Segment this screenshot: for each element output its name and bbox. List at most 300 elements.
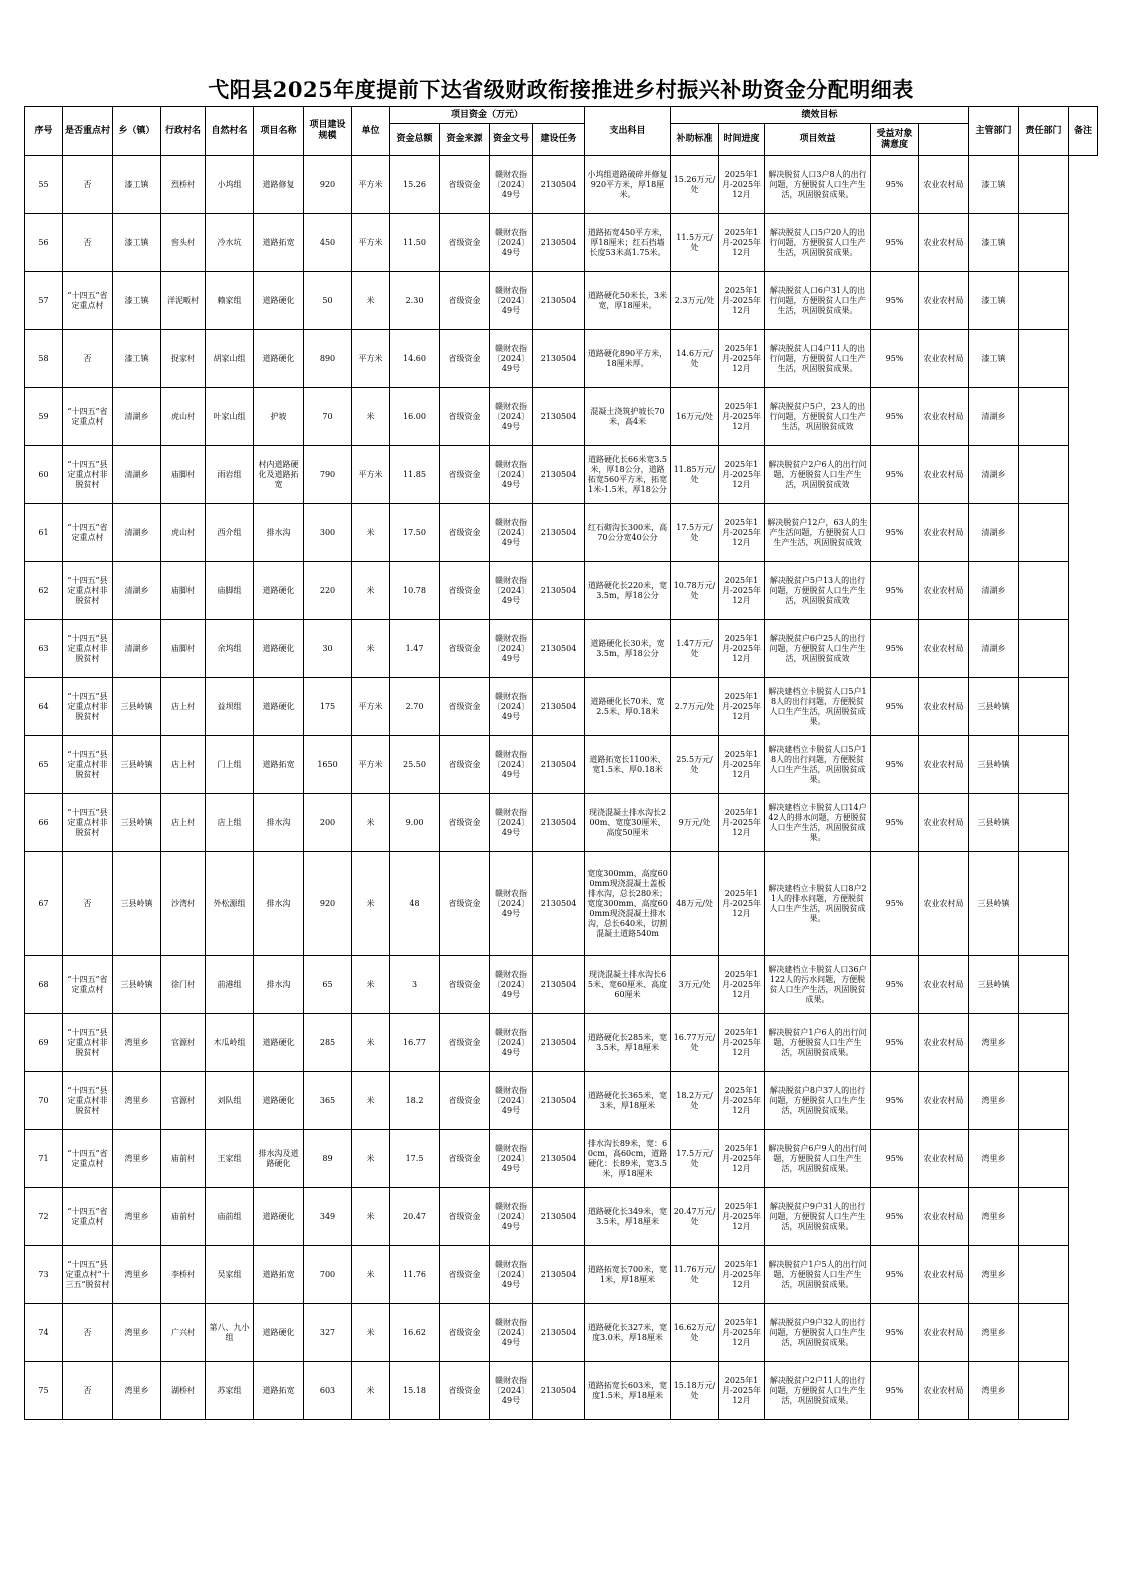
cell-benefit: 解决脱贫户9户32人的出行问题，方便脱贫人口生产生活，巩固脱贫成果。 bbox=[765, 1304, 871, 1362]
cell-schedule: 2025年1月-2025年12月 bbox=[719, 620, 765, 678]
cell-remark bbox=[1019, 388, 1069, 446]
cell-project-name: 道路拓宽 bbox=[254, 214, 304, 272]
cell-natural-village: 小坞组 bbox=[206, 156, 254, 214]
cell-natural-village: 庙前组 bbox=[206, 1188, 254, 1246]
cell-township: 三县岭镇 bbox=[113, 736, 161, 794]
cell-subject: 2130504 bbox=[533, 504, 585, 562]
cell-seq: 63 bbox=[25, 620, 63, 678]
cell-task: 道路硬化890平方米，18厘米厚。 bbox=[585, 330, 671, 388]
cell-remark bbox=[1019, 214, 1069, 272]
cell-key-village: “十四五”县定重点村非脱贫村 bbox=[63, 1014, 113, 1072]
cell-source: 省级资金 bbox=[440, 1072, 490, 1130]
cell-subject: 2130504 bbox=[533, 1188, 585, 1246]
cell-satisfaction: 95% bbox=[871, 1072, 919, 1130]
cell-source: 省级资金 bbox=[440, 736, 490, 794]
cell-key-village: 否 bbox=[63, 1362, 113, 1420]
cell-source: 省级资金 bbox=[440, 1362, 490, 1420]
cell-satisfaction: 95% bbox=[871, 1362, 919, 1420]
cell-total: 9.00 bbox=[390, 794, 440, 852]
cell-project-name: 排水沟 bbox=[254, 956, 304, 1014]
cell-benefit: 解决脱贫户1户5人的出行问题，方便脱贫人口生产生活，巩固脱贫成果。 bbox=[765, 1246, 871, 1304]
cell-task: 道路拓宽长1100米、宽1.5米、厚0.18米 bbox=[585, 736, 671, 794]
cell-unit: 平方米 bbox=[352, 678, 390, 736]
cell-key-village: “十四五”县定重点村非脱贫村 bbox=[63, 446, 113, 504]
cell-unit: 米 bbox=[352, 1072, 390, 1130]
cell-seq: 55 bbox=[25, 156, 63, 214]
cell-subject: 2130504 bbox=[533, 562, 585, 620]
cell-doc-no: 赣财农指〔2024〕49号 bbox=[490, 388, 533, 446]
cell-source: 省级资金 bbox=[440, 504, 490, 562]
cell-subsidy: 2.3万元/处 bbox=[671, 272, 719, 330]
cell-natural-village: 第八、九小组 bbox=[206, 1304, 254, 1362]
page-title: 弋阳县2025年度提前下达省级财政衔接推进乡村振兴补助资金分配明细表 bbox=[208, 77, 914, 102]
cell-scale: 920 bbox=[304, 852, 352, 956]
cell-subject: 2130504 bbox=[533, 156, 585, 214]
cell-remark bbox=[1019, 1246, 1069, 1304]
cell-task: 道路硬化50米长，3米宽，厚18厘米。 bbox=[585, 272, 671, 330]
cell-total: 16.00 bbox=[390, 388, 440, 446]
cell-dept: 农业农村局 bbox=[919, 388, 969, 446]
cell-project-name: 道路拓宽 bbox=[254, 736, 304, 794]
cell-subsidy: 15.26万元/处 bbox=[671, 156, 719, 214]
table-row bbox=[25, 214, 1098, 272]
cell-total: 14.60 bbox=[390, 330, 440, 388]
cell-project-name: 排水沟 bbox=[254, 852, 304, 956]
cell-scale: 349 bbox=[304, 1188, 352, 1246]
cell-remark bbox=[1019, 156, 1069, 214]
cell-satisfaction: 95% bbox=[871, 620, 919, 678]
cell-resp: 清湖乡 bbox=[969, 504, 1019, 562]
cell-dept: 农业农村局 bbox=[919, 1362, 969, 1420]
cell-total: 1.47 bbox=[390, 620, 440, 678]
header-unit: 单位 bbox=[352, 107, 390, 156]
cell-doc-no: 赣财农指〔2024〕49号 bbox=[490, 1130, 533, 1188]
cell-remark bbox=[1019, 1188, 1069, 1246]
cell-source: 省级资金 bbox=[440, 1188, 490, 1246]
cell-resp: 湾里乡 bbox=[969, 1304, 1019, 1362]
header-benefit: 项目效益 bbox=[765, 124, 871, 156]
cell-remark bbox=[1019, 1014, 1069, 1072]
cell-subject: 2130504 bbox=[533, 852, 585, 956]
cell-benefit: 解决脱贫户2户11人的出行问题，方便脱贫人口生产生活，巩固脱贫成果。 bbox=[765, 1362, 871, 1420]
cell-natural-village: 外松源组 bbox=[206, 852, 254, 956]
cell-dept: 农业农村局 bbox=[919, 1072, 969, 1130]
cell-source: 省级资金 bbox=[440, 330, 490, 388]
cell-scale: 50 bbox=[304, 272, 352, 330]
cell-key-village: 否 bbox=[63, 214, 113, 272]
cell-subsidy: 25.5万元/处 bbox=[671, 736, 719, 794]
cell-benefit: 解决建档立卡脱贫人口36户122人的污水问题，方便脱贫人口生产生活，巩固脱贫成果。 bbox=[765, 956, 871, 1014]
cell-total: 18.2 bbox=[390, 1072, 440, 1130]
cell-source: 省级资金 bbox=[440, 1304, 490, 1362]
cell-benefit: 解决建档立卡脱贫人口5户18人的出行问题，方便脱贫人口生产生活，巩固脱贫成果。 bbox=[765, 736, 871, 794]
cell-township: 漆工镇 bbox=[113, 156, 161, 214]
cell-scale: 70 bbox=[304, 388, 352, 446]
cell-unit: 米 bbox=[352, 1014, 390, 1072]
cell-seq: 62 bbox=[25, 562, 63, 620]
cell-total: 10.78 bbox=[390, 562, 440, 620]
cell-admin-village: 捉家村 bbox=[161, 330, 206, 388]
cell-admin-village: 庙脚村 bbox=[161, 620, 206, 678]
cell-project-name: 道路硬化 bbox=[254, 1304, 304, 1362]
header-schedule: 时间进度 bbox=[719, 124, 765, 156]
header-project-name: 项目名称 bbox=[254, 107, 304, 156]
cell-resp: 清湖乡 bbox=[969, 388, 1019, 446]
cell-source: 省级资金 bbox=[440, 1130, 490, 1188]
cell-subject: 2130504 bbox=[533, 956, 585, 1014]
cell-total: 16.62 bbox=[390, 1304, 440, 1362]
cell-total: 16.77 bbox=[390, 1014, 440, 1072]
cell-doc-no: 赣财农指〔2024〕49号 bbox=[490, 678, 533, 736]
cell-resp: 三县岭镇 bbox=[969, 736, 1019, 794]
cell-scale: 700 bbox=[304, 1246, 352, 1304]
cell-schedule: 2025年1月-2025年12月 bbox=[719, 446, 765, 504]
cell-subject: 2130504 bbox=[533, 678, 585, 736]
cell-project-name: 道路拓宽 bbox=[254, 1362, 304, 1420]
cell-satisfaction: 95% bbox=[871, 852, 919, 956]
cell-resp: 三县岭镇 bbox=[969, 956, 1019, 1014]
cell-satisfaction: 95% bbox=[871, 678, 919, 736]
cell-dept: 农业农村局 bbox=[919, 562, 969, 620]
cell-dept: 农业农村局 bbox=[919, 678, 969, 736]
cell-doc-no: 赣财农指〔2024〕49号 bbox=[490, 1014, 533, 1072]
cell-unit: 米 bbox=[352, 1130, 390, 1188]
table-row bbox=[25, 1130, 1098, 1188]
cell-township: 湾里乡 bbox=[113, 1362, 161, 1420]
cell-admin-village: 虎山村 bbox=[161, 388, 206, 446]
cell-schedule: 2025年1月-2025年12月 bbox=[719, 388, 765, 446]
cell-scale: 285 bbox=[304, 1014, 352, 1072]
cell-scale: 200 bbox=[304, 794, 352, 852]
cell-task: 道路硬化长327米，宽度3.0米，厚18厘米 bbox=[585, 1304, 671, 1362]
cell-natural-village: 刘队组 bbox=[206, 1072, 254, 1130]
cell-natural-village: 叶家山组 bbox=[206, 388, 254, 446]
header-doc-no: 资金文号 bbox=[490, 124, 533, 156]
cell-schedule: 2025年1月-2025年12月 bbox=[719, 562, 765, 620]
cell-schedule: 2025年1月-2025年12月 bbox=[719, 330, 765, 388]
table-row bbox=[25, 678, 1098, 736]
cell-resp: 漆工镇 bbox=[969, 330, 1019, 388]
cell-township: 湾里乡 bbox=[113, 1130, 161, 1188]
cell-source: 省级资金 bbox=[440, 214, 490, 272]
cell-scale: 365 bbox=[304, 1072, 352, 1130]
header-subject: 支出科目 bbox=[585, 107, 671, 156]
cell-task: 道路硬化长30米，宽3.5m，厚18公分 bbox=[585, 620, 671, 678]
table-row bbox=[25, 1304, 1098, 1362]
cell-benefit: 解决建档立卡脱贫人口5户18人的出行问题，方便脱贫人口生产生活，巩固脱贫成果。 bbox=[765, 678, 871, 736]
cell-satisfaction: 95% bbox=[871, 1014, 919, 1072]
cell-benefit: 解决建档立卡脱贫人口8户21人的排水问题，方便脱贫人口生产生活，巩固脱贫成果。 bbox=[765, 852, 871, 956]
cell-unit: 米 bbox=[352, 852, 390, 956]
cell-scale: 220 bbox=[304, 562, 352, 620]
cell-benefit: 解决脱贫户6户25人的出行问题，方便脱贫人口生产生活，巩固脱贫成效 bbox=[765, 620, 871, 678]
cell-seq: 57 bbox=[25, 272, 63, 330]
cell-resp: 湾里乡 bbox=[969, 1362, 1019, 1420]
cell-remark bbox=[1019, 504, 1069, 562]
cell-township: 湾里乡 bbox=[113, 1304, 161, 1362]
cell-admin-village: 虎山村 bbox=[161, 504, 206, 562]
cell-schedule: 2025年1月-2025年12月 bbox=[719, 678, 765, 736]
cell-seq: 68 bbox=[25, 956, 63, 1014]
cell-key-village: “十四五”县定重点村非脱贫村 bbox=[63, 794, 113, 852]
cell-project-name: 道路硬化 bbox=[254, 1188, 304, 1246]
cell-natural-village: 余坞组 bbox=[206, 620, 254, 678]
cell-township: 湾里乡 bbox=[113, 1072, 161, 1130]
cell-dept: 农业农村局 bbox=[919, 794, 969, 852]
cell-scale: 450 bbox=[304, 214, 352, 272]
cell-dept: 农业农村局 bbox=[919, 1014, 969, 1072]
cell-schedule: 2025年1月-2025年12月 bbox=[719, 1246, 765, 1304]
cell-admin-village: 庙前村 bbox=[161, 1188, 206, 1246]
cell-unit: 米 bbox=[352, 956, 390, 1014]
cell-dept: 农业农村局 bbox=[919, 956, 969, 1014]
cell-scale: 327 bbox=[304, 1304, 352, 1362]
table-row bbox=[25, 504, 1098, 562]
cell-township: 清湖乡 bbox=[113, 504, 161, 562]
cell-scale: 920 bbox=[304, 156, 352, 214]
cell-unit: 米 bbox=[352, 620, 390, 678]
cell-task: 道路硬化长349米，宽3.5米，厚18厘米 bbox=[585, 1188, 671, 1246]
cell-seq: 65 bbox=[25, 736, 63, 794]
cell-doc-no: 赣财农指〔2024〕49号 bbox=[490, 1072, 533, 1130]
cell-subsidy: 48万元/处 bbox=[671, 852, 719, 956]
cell-unit: 米 bbox=[352, 504, 390, 562]
cell-schedule: 2025年1月-2025年12月 bbox=[719, 1362, 765, 1420]
cell-subsidy: 18.2万元/处 bbox=[671, 1072, 719, 1130]
cell-seq: 60 bbox=[25, 446, 63, 504]
cell-key-village: “十四五”县定重点村“十三五”脱贫村 bbox=[63, 1246, 113, 1304]
cell-key-village: 否 bbox=[63, 852, 113, 956]
cell-remark bbox=[1019, 1072, 1069, 1130]
cell-source: 省级资金 bbox=[440, 678, 490, 736]
cell-project-name: 村内道路硬化及道路拓宽 bbox=[254, 446, 304, 504]
cell-task: 红石砌沟长300米，高70公分宽40公分 bbox=[585, 504, 671, 562]
table-row bbox=[25, 852, 1098, 956]
cell-key-village: “十四五”县定重点村非脱贫村 bbox=[63, 678, 113, 736]
cell-scale: 65 bbox=[304, 956, 352, 1014]
cell-natural-village: 吴家组 bbox=[206, 1246, 254, 1304]
cell-project-name: 排水沟 bbox=[254, 504, 304, 562]
cell-benefit: 解决脱贫户2户6人的出行问题，方便脱贫人口生产生活，巩固脱贫成效 bbox=[765, 446, 871, 504]
cell-source: 省级资金 bbox=[440, 388, 490, 446]
cell-schedule: 2025年1月-2025年12月 bbox=[719, 1304, 765, 1362]
cell-total: 17.50 bbox=[390, 504, 440, 562]
cell-project-name: 道路硬化 bbox=[254, 272, 304, 330]
cell-admin-village: 庙前村 bbox=[161, 1130, 206, 1188]
cell-dept: 农业农村局 bbox=[919, 214, 969, 272]
table-row bbox=[25, 446, 1098, 504]
cell-dept: 农业农村局 bbox=[919, 620, 969, 678]
header-total: 资金总额 bbox=[390, 124, 440, 156]
cell-resp: 湾里乡 bbox=[969, 1014, 1019, 1072]
cell-subject: 2130504 bbox=[533, 794, 585, 852]
cell-total: 11.85 bbox=[390, 446, 440, 504]
cell-subsidy: 9万元/处 bbox=[671, 794, 719, 852]
table-row bbox=[25, 562, 1098, 620]
cell-doc-no: 赣财农指〔2024〕49号 bbox=[490, 620, 533, 678]
cell-natural-village: 赖家组 bbox=[206, 272, 254, 330]
header-remark: 备注 bbox=[1069, 107, 1098, 156]
cell-subsidy: 14.6万元/处 bbox=[671, 330, 719, 388]
cell-doc-no: 赣财农指〔2024〕49号 bbox=[490, 330, 533, 388]
cell-township: 三县岭镇 bbox=[113, 852, 161, 956]
table-row bbox=[25, 1246, 1098, 1304]
cell-subsidy: 16.77万元/处 bbox=[671, 1014, 719, 1072]
cell-natural-village: 西介组 bbox=[206, 504, 254, 562]
cell-project-name: 道路拓宽 bbox=[254, 1246, 304, 1304]
cell-schedule: 2025年1月-2025年12月 bbox=[719, 1014, 765, 1072]
cell-task: 道路硬化长66米宽3.5米，厚18公分，道路拓宽560平方米，拓宽1米-1.5米，厚18公分 bbox=[585, 446, 671, 504]
cell-total: 2.30 bbox=[390, 272, 440, 330]
cell-project-name: 排水沟 bbox=[254, 794, 304, 852]
cell-resp: 三县岭镇 bbox=[969, 678, 1019, 736]
table-row bbox=[25, 156, 1098, 214]
cell-subsidy: 16万元/处 bbox=[671, 388, 719, 446]
cell-doc-no: 赣财农指〔2024〕49号 bbox=[490, 794, 533, 852]
cell-township: 漆工镇 bbox=[113, 330, 161, 388]
cell-subject: 2130504 bbox=[533, 1072, 585, 1130]
cell-key-village: “十四五”省定重点村 bbox=[63, 956, 113, 1014]
cell-unit: 平方米 bbox=[352, 446, 390, 504]
cell-seq: 59 bbox=[25, 388, 63, 446]
cell-key-village: “十四五”省定重点村 bbox=[63, 1130, 113, 1188]
table-row bbox=[25, 794, 1098, 852]
cell-satisfaction: 95% bbox=[871, 446, 919, 504]
cell-dept: 农业农村局 bbox=[919, 504, 969, 562]
cell-subject: 2130504 bbox=[533, 1304, 585, 1362]
cell-unit: 平方米 bbox=[352, 736, 390, 794]
cell-subject: 2130504 bbox=[533, 1014, 585, 1072]
cell-source: 省级资金 bbox=[440, 1014, 490, 1072]
cell-seq: 72 bbox=[25, 1188, 63, 1246]
header-source: 资金来源 bbox=[440, 124, 490, 156]
cell-remark bbox=[1019, 1304, 1069, 1362]
cell-dept: 农业农村局 bbox=[919, 1130, 969, 1188]
cell-resp: 清湖乡 bbox=[969, 620, 1019, 678]
cell-township: 清湖乡 bbox=[113, 562, 161, 620]
cell-key-village: 否 bbox=[63, 330, 113, 388]
cell-schedule: 2025年1月-2025年12月 bbox=[719, 272, 765, 330]
header-township: 乡（镇） bbox=[113, 107, 161, 156]
cell-subject: 2130504 bbox=[533, 388, 585, 446]
cell-benefit: 解决脱贫户6户9人的出行问题，方便脱贫人口生产生活，巩固脱贫成果。 bbox=[765, 1130, 871, 1188]
header-performance-group: 绩效目标 bbox=[671, 107, 969, 124]
cell-resp: 湾里乡 bbox=[969, 1246, 1019, 1304]
cell-township: 湾里乡 bbox=[113, 1014, 161, 1072]
cell-seq: 74 bbox=[25, 1304, 63, 1362]
cell-doc-no: 赣财农指〔2024〕49号 bbox=[490, 1362, 533, 1420]
cell-natural-village: 苏家组 bbox=[206, 1362, 254, 1420]
cell-task: 混凝土浇筑护坡长70米，高4米 bbox=[585, 388, 671, 446]
cell-key-village: “十四五”省定重点村 bbox=[63, 1188, 113, 1246]
cell-source: 省级资金 bbox=[440, 272, 490, 330]
cell-subsidy: 17.5万元/处 bbox=[671, 1130, 719, 1188]
cell-subject: 2130504 bbox=[533, 446, 585, 504]
table-row bbox=[25, 272, 1098, 330]
cell-benefit: 解决脱贫人口5户20人的出行问题，方便脱贫人口生产生活，巩固脱贫成果。 bbox=[765, 214, 871, 272]
cell-schedule: 2025年1月-2025年12月 bbox=[719, 214, 765, 272]
header-natural-village: 自然村名 bbox=[206, 107, 254, 156]
cell-key-village: 否 bbox=[63, 1304, 113, 1362]
cell-total: 17.5 bbox=[390, 1130, 440, 1188]
cell-subsidy: 15.18万元/处 bbox=[671, 1362, 719, 1420]
cell-resp: 漆工镇 bbox=[969, 214, 1019, 272]
cell-scale: 603 bbox=[304, 1362, 352, 1420]
cell-subsidy: 11.5万元/处 bbox=[671, 214, 719, 272]
cell-seq: 71 bbox=[25, 1130, 63, 1188]
cell-unit: 米 bbox=[352, 562, 390, 620]
cell-subject: 2130504 bbox=[533, 1130, 585, 1188]
cell-project-name: 道路硬化 bbox=[254, 1014, 304, 1072]
cell-seq: 56 bbox=[25, 214, 63, 272]
cell-subject: 2130504 bbox=[533, 214, 585, 272]
cell-resp: 漆工镇 bbox=[969, 272, 1019, 330]
cell-unit: 米 bbox=[352, 1188, 390, 1246]
cell-satisfaction: 95% bbox=[871, 156, 919, 214]
cell-resp: 湾里乡 bbox=[969, 1188, 1019, 1246]
cell-doc-no: 赣财农指〔2024〕49号 bbox=[490, 156, 533, 214]
cell-doc-no: 赣财农指〔2024〕49号 bbox=[490, 1304, 533, 1362]
cell-project-name: 道路硬化 bbox=[254, 620, 304, 678]
cell-schedule: 2025年1月-2025年12月 bbox=[719, 504, 765, 562]
cell-unit: 米 bbox=[352, 1304, 390, 1362]
cell-dept: 农业农村局 bbox=[919, 1246, 969, 1304]
cell-key-village: “十四五”县定重点村非脱贫村 bbox=[63, 562, 113, 620]
cell-admin-village: 湖桥村 bbox=[161, 1362, 206, 1420]
header-resp: 责任部门 bbox=[1019, 107, 1069, 156]
cell-scale: 1650 bbox=[304, 736, 352, 794]
cell-resp: 清湖乡 bbox=[969, 446, 1019, 504]
cell-task: 宽度300mm、高度600mm现浇混凝土盖板排水沟，总长280米；宽度300mm、高度600mm现浇混凝土排水沟，总长640米，切割混凝土道路540m bbox=[585, 852, 671, 956]
cell-satisfaction: 95% bbox=[871, 956, 919, 1014]
cell-benefit: 解决建档立卡脱贫人口14户42人的排水问题，方便脱贫人口生产生活，巩固脱贫成果。 bbox=[765, 794, 871, 852]
cell-project-name: 道路硬化 bbox=[254, 678, 304, 736]
header-satisfaction: 受益对象满意度 bbox=[871, 124, 919, 156]
cell-admin-village: 烈桥村 bbox=[161, 156, 206, 214]
cell-task: 道路硬化长70米、宽2.5米、厚0.18米 bbox=[585, 678, 671, 736]
cell-total: 11.76 bbox=[390, 1246, 440, 1304]
cell-township: 三县岭镇 bbox=[113, 794, 161, 852]
cell-total: 25.50 bbox=[390, 736, 440, 794]
cell-task: 道路硬化长365米，宽3米，厚18厘米 bbox=[585, 1072, 671, 1130]
cell-total: 20.47 bbox=[390, 1188, 440, 1246]
cell-task: 小坞组道路破碎并修复920平方米，厚18厘米。 bbox=[585, 156, 671, 214]
cell-project-name: 道路修复 bbox=[254, 156, 304, 214]
cell-natural-village: 木瓜岭组 bbox=[206, 1014, 254, 1072]
cell-satisfaction: 95% bbox=[871, 214, 919, 272]
cell-project-name: 道路硬化 bbox=[254, 1072, 304, 1130]
table-body bbox=[25, 156, 1098, 1420]
table-row bbox=[25, 330, 1098, 388]
cell-unit: 平方米 bbox=[352, 214, 390, 272]
table-row bbox=[25, 1188, 1098, 1246]
cell-doc-no: 赣财农指〔2024〕49号 bbox=[490, 852, 533, 956]
cell-satisfaction: 95% bbox=[871, 330, 919, 388]
table-row bbox=[25, 956, 1098, 1014]
cell-satisfaction: 95% bbox=[871, 388, 919, 446]
cell-natural-village: 店上组 bbox=[206, 794, 254, 852]
cell-admin-village: 广兴村 bbox=[161, 1304, 206, 1362]
cell-resp: 漆工镇 bbox=[969, 156, 1019, 214]
cell-project-name: 道路硬化 bbox=[254, 562, 304, 620]
cell-subsidy: 17.5万元/处 bbox=[671, 504, 719, 562]
cell-natural-village: 前港组 bbox=[206, 956, 254, 1014]
cell-dept: 农业农村局 bbox=[919, 156, 969, 214]
cell-benefit: 解决脱贫人口6户31人的出行问题，方便脱贫人口生产生活，巩固脱贫成果。 bbox=[765, 272, 871, 330]
cell-township: 清湖乡 bbox=[113, 388, 161, 446]
cell-task: 现浇混凝土排水沟长65米、宽60厘米、高度60厘米 bbox=[585, 956, 671, 1014]
cell-admin-village: 店上村 bbox=[161, 678, 206, 736]
